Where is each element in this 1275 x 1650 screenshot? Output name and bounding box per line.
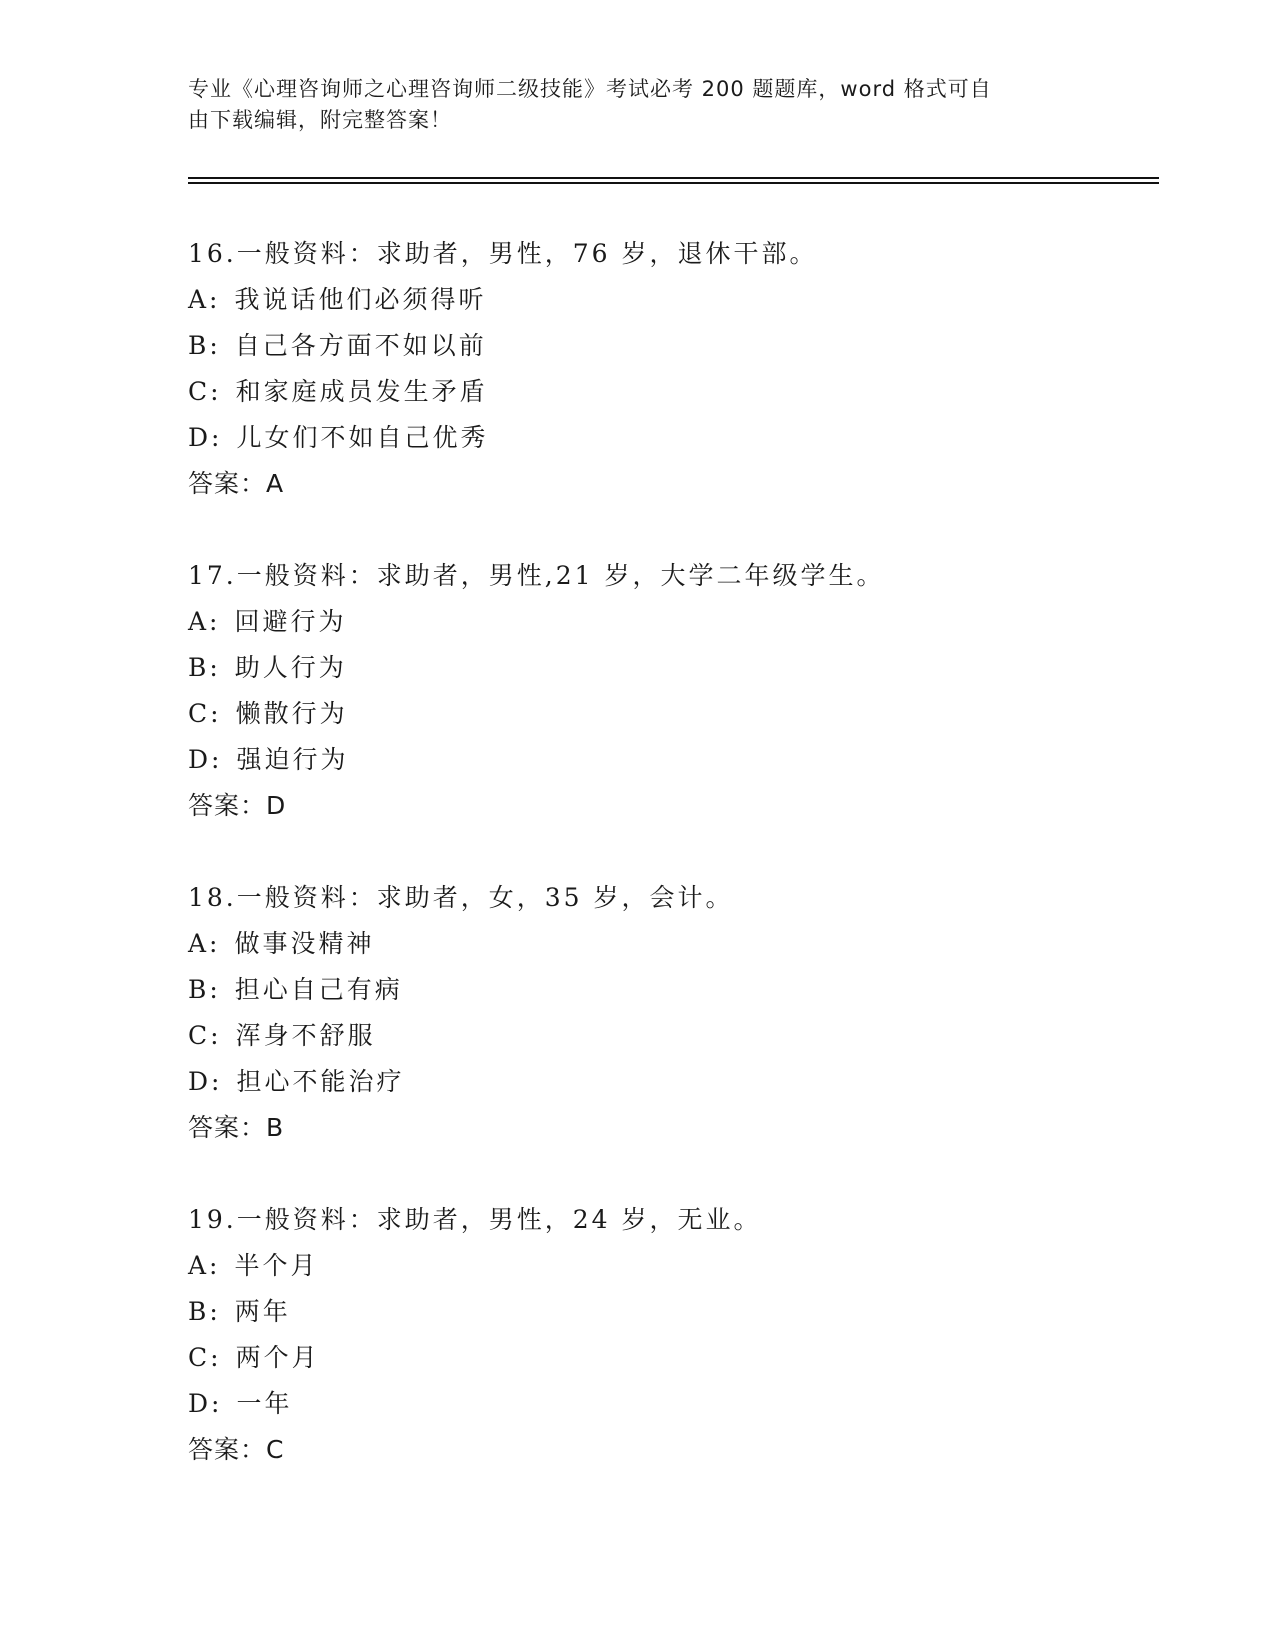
option-text: 担心自己有病 (234, 975, 403, 1004)
option-letter: C: (188, 1021, 222, 1050)
header-line-2: 由下载编辑，附完整答案！ (188, 108, 452, 132)
question-stem: 17.一般资料：求助者，男性,21 岁，大学二年级学生。 (188, 561, 885, 590)
option-text: 我说话他们必须得听 (234, 285, 487, 314)
option-a (188, 1243, 1138, 1289)
question-stem: 19.一般资料：求助者，男性，24 岁，无业。 (188, 1205, 762, 1234)
option-text: 担心不能治疗 (236, 1067, 405, 1096)
option-letter: C: (188, 1343, 222, 1372)
option-text: 自己各方面不如以前 (234, 331, 487, 360)
question-stem: 16.一般资料：求助者，男性，76 岁，退休干部。 (188, 239, 818, 268)
option-letter: A: (188, 929, 221, 958)
option-text: 半个月 (234, 1251, 319, 1280)
option-c (188, 1013, 1138, 1059)
question-17 (188, 553, 1138, 829)
header-double-rule (188, 177, 1159, 184)
answer-line: 答案：B (188, 1113, 285, 1142)
option-letter: D: (188, 1389, 223, 1418)
option-text: 做事没精神 (234, 929, 375, 958)
option-d (188, 737, 1138, 783)
document-header (188, 74, 1088, 136)
option-text: 浑身不舒服 (235, 1021, 376, 1050)
option-letter: D: (188, 1067, 223, 1096)
option-text: 助人行为 (234, 653, 347, 682)
option-d (188, 1059, 1138, 1105)
option-letter: A: (188, 607, 221, 636)
option-letter: C: (188, 699, 222, 728)
option-letter: A: (188, 1251, 221, 1280)
answer-line: 答案：C (188, 1435, 285, 1464)
option-d (188, 1381, 1138, 1427)
option-text: 回避行为 (234, 607, 347, 636)
option-letter: B: (188, 331, 221, 360)
option-text: 两个月 (235, 1343, 320, 1372)
option-text: 一年 (236, 1389, 293, 1418)
answer-line: 答案：D (188, 791, 287, 820)
option-c (188, 691, 1138, 737)
option-a (188, 921, 1138, 967)
option-b (188, 645, 1138, 691)
rule-line-top (188, 177, 1159, 179)
option-b (188, 323, 1138, 369)
option-d (188, 415, 1138, 461)
option-text: 强迫行为 (236, 745, 349, 774)
question-stem: 18.一般资料：求助者，女，35 岁，会计。 (188, 883, 734, 912)
question-18 (188, 875, 1138, 1151)
option-a (188, 277, 1138, 323)
option-b (188, 967, 1138, 1013)
option-c (188, 1335, 1138, 1381)
option-letter: B: (188, 653, 221, 682)
option-letter: B: (188, 1297, 221, 1326)
option-b (188, 1289, 1138, 1335)
option-c (188, 369, 1138, 415)
option-letter: C: (188, 377, 222, 406)
option-letter: D: (188, 745, 223, 774)
rule-line-bottom (188, 182, 1159, 184)
option-letter: D: (188, 423, 223, 452)
option-text: 儿女们不如自己优秀 (236, 423, 489, 452)
option-a (188, 599, 1138, 645)
option-letter: A: (188, 285, 221, 314)
option-letter: B: (188, 975, 221, 1004)
option-text: 和家庭成员发生矛盾 (235, 377, 488, 406)
option-text: 懒散行为 (235, 699, 348, 728)
option-text: 两年 (234, 1297, 291, 1326)
header-line-1: 专业《心理咨询师之心理咨询师二级技能》考试必考 200 题题库，word 格式可自 (188, 77, 992, 101)
question-16 (188, 231, 1138, 507)
answer-line: 答案：A (188, 469, 285, 498)
question-19 (188, 1197, 1138, 1473)
